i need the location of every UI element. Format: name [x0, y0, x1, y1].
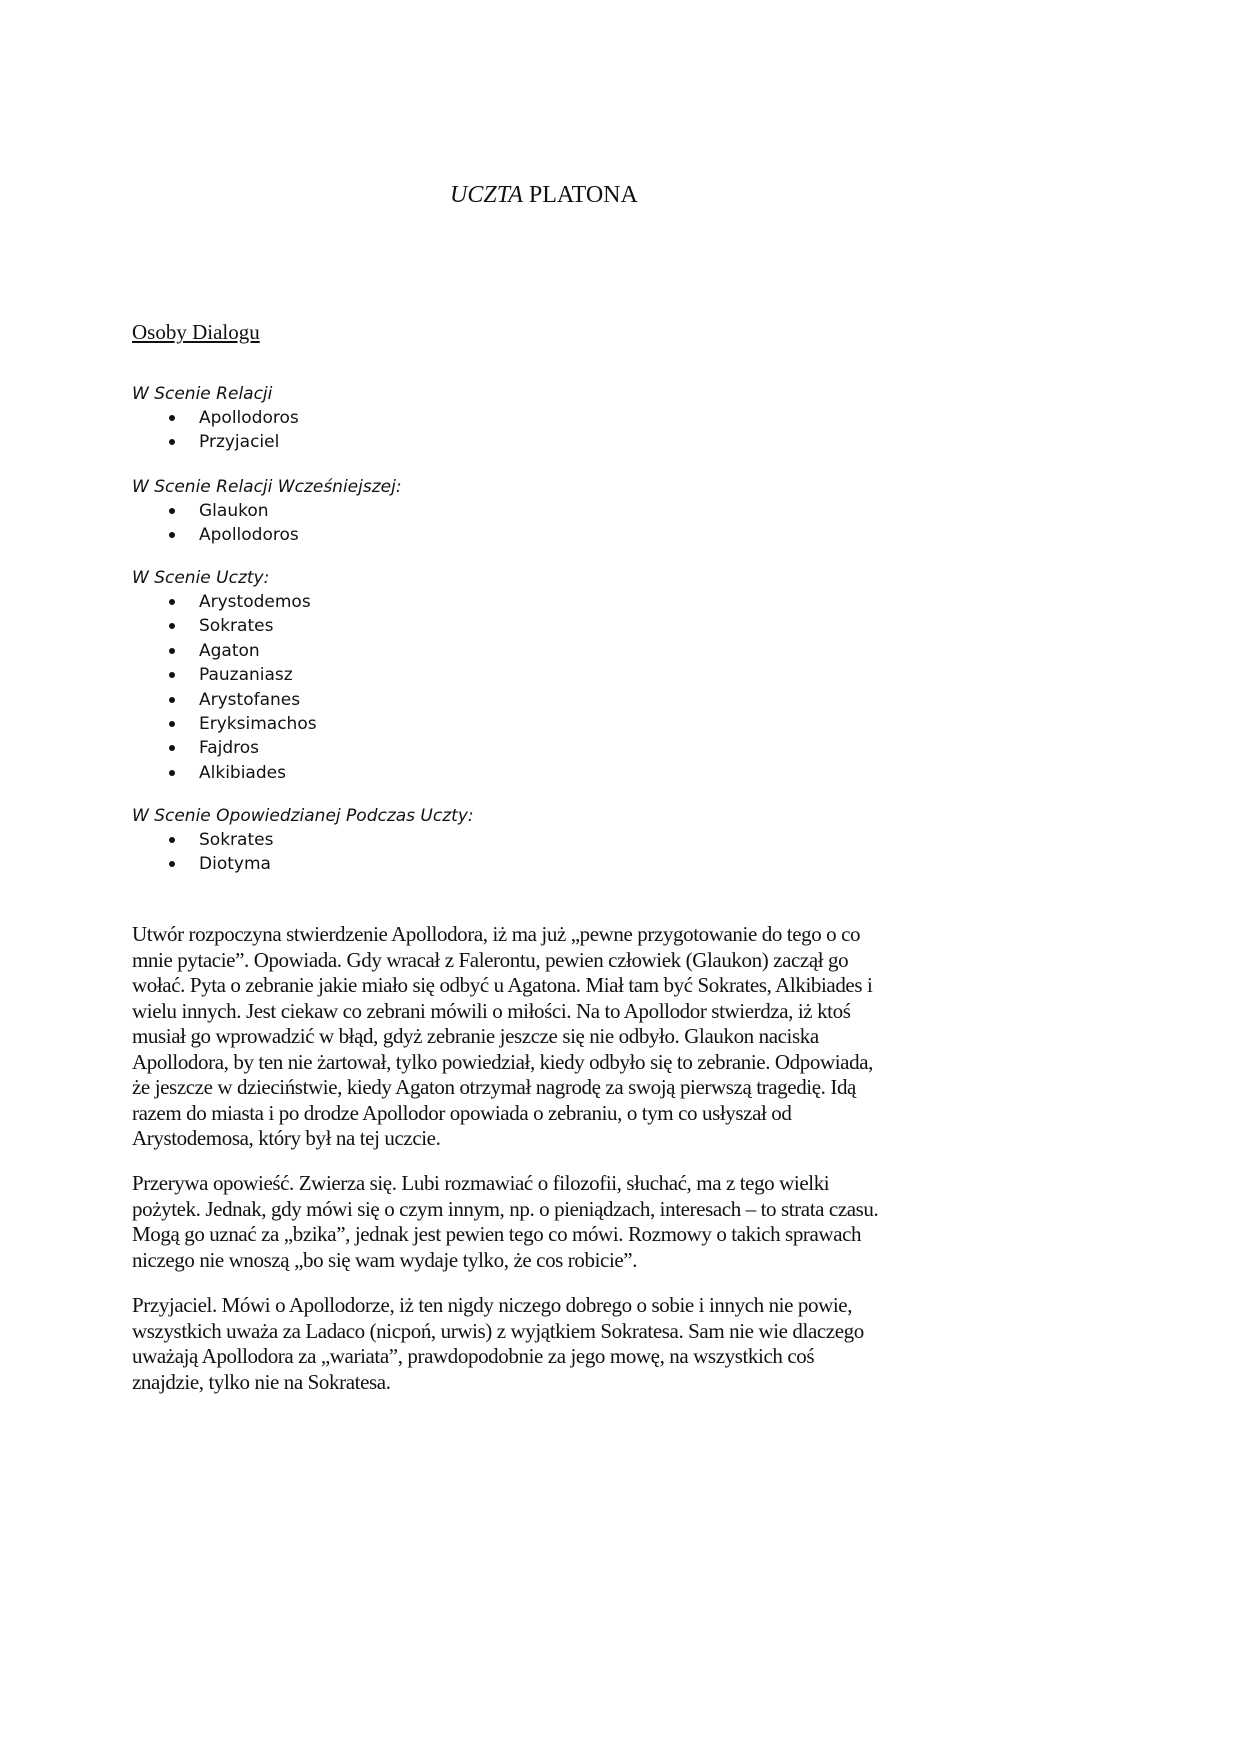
paragraph-line: niczego nie wnoszą „bo się wam wydaje tylko, że cos robicie”.	[132, 1247, 638, 1272]
title-rest: PLATONA	[522, 182, 638, 208]
persons-section	[132, 475, 402, 548]
body-paragraph	[132, 922, 873, 1152]
section-heading: W Scenie Relacji Wcześniejszej:	[132, 477, 402, 497]
body-paragraph	[132, 1171, 878, 1273]
paragraph-line: wszystkich uważa za Ladaco (nicpoń, urwis) z wyjątkiem Sokratesa. Sam nie wie dlaczego	[132, 1318, 864, 1343]
section-heading: W Scenie Relacji	[132, 384, 273, 404]
title-italic: UCZTA	[450, 182, 523, 208]
list-item: Arystodemos	[132, 590, 317, 614]
paragraph-line: Przerywa opowieść. Zwierza się. Lubi rozmawiać o filozofii, słuchać, ma z tego wielki	[132, 1171, 830, 1195]
paragraph-line: Arystodemosa, który był na tej uczcie.	[132, 1126, 441, 1150]
section-heading: W Scenie Uczty:	[132, 568, 270, 588]
paragraph-line: wołać. Pyta o zebranie jakie miało się odbyć u Agatona. Miał tam być Sokrates, Alkibiades i	[132, 973, 873, 997]
persons-section	[132, 804, 474, 877]
paragraph-line: musiał go wprowadzić w błąd, gdyż zebranie jeszcze się nie odbyło. Glaukon naciska	[132, 1024, 819, 1048]
list-item: Pauzaniasz	[132, 663, 317, 687]
list-item: Eryksimachos	[132, 712, 317, 736]
paragraph-line: mnie pytacie”. Opowiada. Gdy wracał z Falerontu, pewien człowiek (Glaukon) zaczął go	[132, 947, 849, 972]
paragraph-line: razem do miasta i po drodze Apollodor opowiada o zebraniu, o tym co usłyszał od	[132, 1100, 792, 1125]
list-item: Fajdros	[132, 736, 317, 760]
list-item: Diotyma	[132, 852, 474, 876]
list-item: Agaton	[132, 639, 317, 663]
list-item: Sokrates	[132, 828, 474, 852]
list-item: Glaukon	[132, 499, 402, 523]
list-item: Apollodoros	[132, 406, 299, 430]
persons-heading: Osoby Dialogu	[132, 320, 260, 344]
body-paragraph	[132, 1293, 864, 1395]
paragraph-line: Utwór rozpoczyna stwierdzenie Apollodora, iż ma już „pewne przygotowanie do tego o co	[132, 922, 861, 946]
paragraph-line: Apollodora, by ten nie żartował, tylko powiedział, kiedy odbyło się to zebranie. Odpowiada,	[132, 1049, 873, 1074]
paragraph-line: Mogą go uznać za „bzika”, jednak jest pewien tego co mówi. Rozmowy o takich sprawach	[132, 1222, 862, 1246]
list-item: Sokrates	[132, 614, 317, 638]
document-title	[450, 182, 638, 209]
paragraph-line: uważają Apollodora za „wariata”, prawdopodobnie za jego mowę, na wszystkich coś	[132, 1344, 815, 1368]
list-item: Apollodoros	[132, 523, 402, 547]
paragraph-line: znajdzie, tylko nie na Sokratesa.	[132, 1369, 391, 1394]
list-item: Przyjaciel	[132, 430, 299, 454]
paragraph-line: pożytek. Jednak, gdy mówi się o czym innym, np. o pieniądzach, interesach – to strata czasu.	[132, 1196, 879, 1221]
list-item: Alkibiades	[132, 761, 317, 785]
paragraph-line: że jeszcze w dzieciństwie, kiedy Agaton otrzymał nagrodę za swoją pierwszą tragedię. Idą	[132, 1075, 856, 1099]
persons-section	[132, 566, 317, 785]
list-item: Arystofanes	[132, 688, 317, 712]
persons-section	[132, 382, 299, 455]
paragraph-line: wielu innych. Jest ciekaw co zebrani mówili o miłości. Na to Apollodor stwierdza, iż ktoś	[132, 998, 851, 1023]
section-heading: W Scenie Opowiedzianej Podczas Uczty:	[132, 806, 474, 826]
paragraph-line: Przyjaciel. Mówi o Apollodorze, iż ten nigdy niczego dobrego o sobie i innych nie powie,	[132, 1293, 853, 1317]
